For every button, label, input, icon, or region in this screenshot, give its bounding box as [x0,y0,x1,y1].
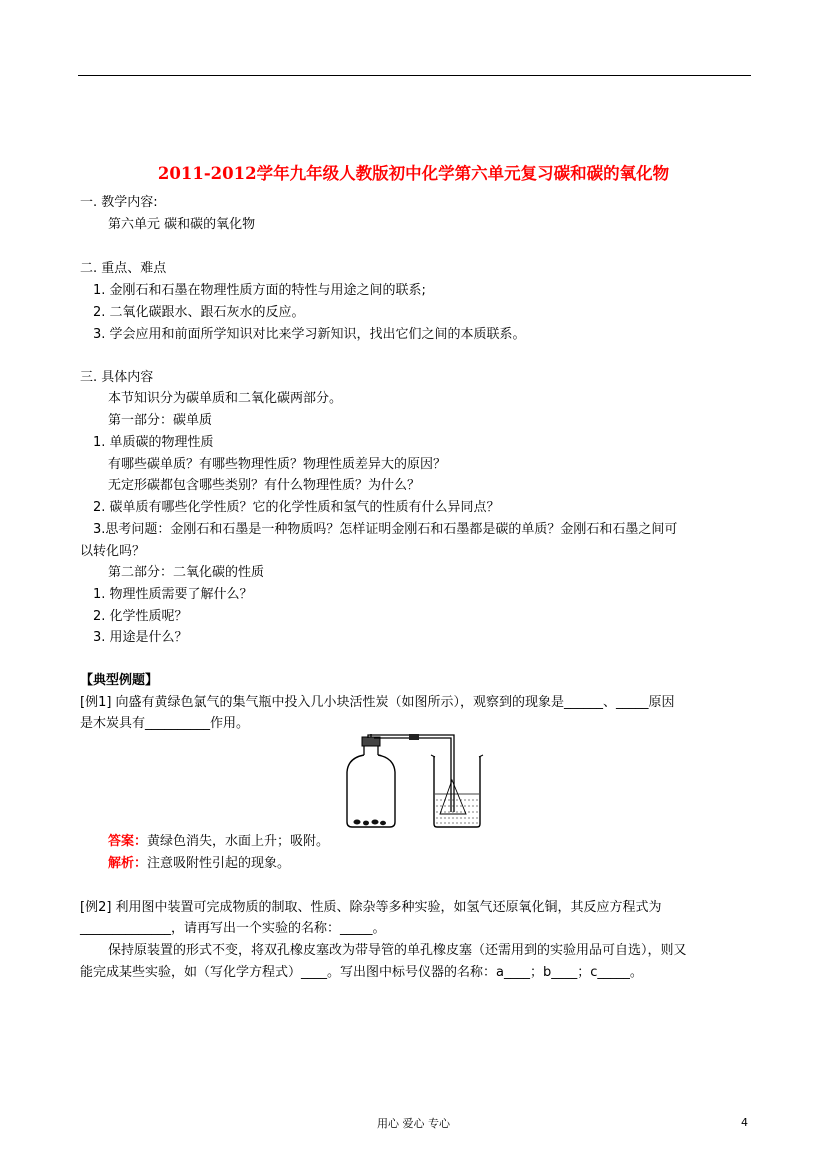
example-2-line: 保持原装置的形式不变，将双孔橡皮塞改为带导管的单孔橡皮塞（还需用到的实验用品可自选），则又 [108,943,687,958]
examples-heading: 【典型例题】 [80,673,159,688]
section-1-heading: 一. 教学内容: [80,195,158,210]
part-2-item: 2. 化学性质呢？ [93,609,188,624]
part-1-heading: 第一部分：碳单质 [108,413,213,428]
answer-text: 黄绿色消失，水面上升；吸附。 [147,834,330,849]
example-2-line: [例2] 利用图中装置可完成物质的制取、性质、除杂等多种实验，如氢气还原氧化铜，其反应方程式为 [80,900,662,915]
answer-row [108,833,329,851]
analysis-label: 解析： [108,856,148,871]
part-2-item: 1. 物理性质需要了解什么？ [93,587,253,602]
page-title: 2011-2012学年九年级人教版初中化学第六单元复习碳和碳的氧化物 [157,164,670,183]
gas-bottle-and-beaker-apparatus-icon [335,734,485,830]
part-1-item: 3.思考问题：金刚石和石墨是一种物质吗？怎样证明金刚石和石墨都是碳的单质？金刚石和石墨之间可 [93,522,678,537]
section-1-content: 第六单元 碳和碳的氧化物 [108,217,256,232]
section-2-item: 1. 金刚石和石墨在物理性质方面的特性与用途之间的联系; [93,283,426,298]
analysis-row [108,855,290,873]
analysis-text: 注意吸附性引起的现象。 [147,856,291,871]
example-1-line: [例1] 向盛有黄绿色氯气的集气瓶中投入几小块活性炭（如图所示），观察到的现象是______、_____原因 [80,695,675,710]
answer-label: 答案： [108,834,148,849]
example-1-line: 是木炭具有__________作用。 [80,716,250,731]
header-rule [78,75,751,76]
part-1-item: 1. 单质碳的物理性质 [93,435,214,450]
part-1-item: 2. 碳单质有哪些化学性质？它的化学性质和氢气的性质有什么异同点？ [93,500,500,515]
part-1-question: 无定形碳都包含哪些类别？有什么物理性质？为什么？ [108,478,421,493]
example-2-line: 能完成某些实验，如（写化学方程式）____。写出图中标号仪器的名称：a____；b____；c_____。 [80,965,643,980]
part-1-question: 有哪些碳单质？有哪些物理性质？物理性质差异大的原因？ [108,457,447,472]
part-1-item-continued: 以转化吗？ [80,544,146,559]
section-2-item: 2. 二氧化碳跟水、跟石灰水的反应。 [93,305,305,320]
part-2-heading: 第二部分：二氧化碳的性质 [108,565,265,580]
section-3-intro: 本节知识分为碳单质和二氧化碳两部分。 [108,391,343,406]
example-2-line: ______________，请再写出一个实验的名称：_____。 [80,921,386,936]
section-3-heading: 三. 具体内容 [80,370,154,385]
page-number: 4 [741,1116,748,1129]
section-2-heading: 二. 重点、难点 [80,261,167,276]
section-2-item: 3. 学会应用和前面所学知识对比来学习新知识，找出它们之间的本质联系。 [93,327,526,342]
part-2-item: 3. 用途是什么？ [93,630,188,645]
footer-slogan: 用心 爱心 专心 [377,1117,450,1130]
